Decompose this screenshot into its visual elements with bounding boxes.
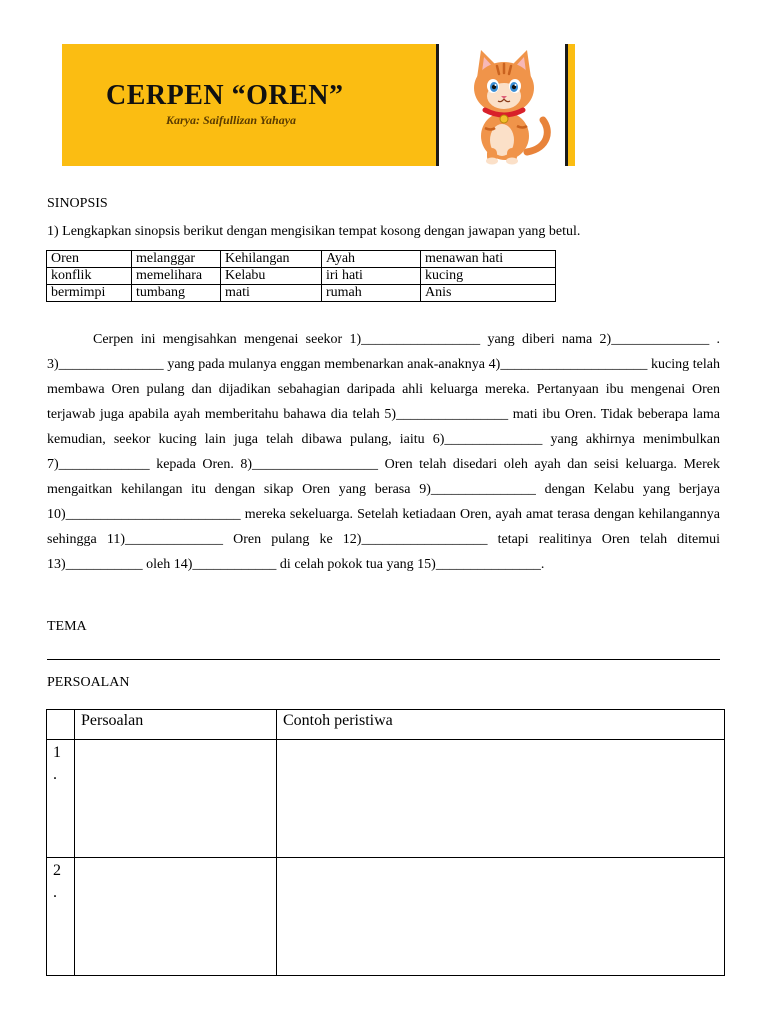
banner-author: Karya: Saifullizan Yahaya (166, 113, 297, 127)
sinopsis-paragraph (47, 327, 720, 577)
word-cell: bermimpi (47, 285, 132, 302)
contoh-answer-cell[interactable] (277, 740, 725, 858)
word-cell: kucing (421, 268, 556, 285)
word-cell: melanggar (132, 251, 221, 268)
table-row (47, 285, 556, 302)
persoalan-table (46, 709, 725, 976)
row-number-dot: . (53, 766, 57, 783)
table-row (47, 858, 725, 976)
table-row (47, 251, 556, 268)
sinopsis-heading: SINOPSIS (47, 196, 108, 211)
row-number (47, 858, 75, 976)
table-row (47, 740, 725, 858)
header-persoalan: Persoalan (75, 710, 277, 740)
word-cell: rumah (322, 285, 421, 302)
word-cell: tumbang (132, 285, 221, 302)
word-cell: konflik (47, 268, 132, 285)
word-cell: Kelabu (221, 268, 322, 285)
row-number (47, 740, 75, 858)
word-cell: Anis (421, 285, 556, 302)
word-cell: Ayah (322, 251, 421, 268)
tema-heading: TEMA (47, 619, 87, 634)
table-row (47, 268, 556, 285)
word-cell: Kehilangan (221, 251, 322, 268)
title-banner (62, 44, 575, 166)
persoalan-heading: PERSOALAN (47, 675, 130, 690)
word-cell: menawan hati (421, 251, 556, 268)
orange-kitten-illustration (439, 44, 565, 166)
word-cell: mati (221, 285, 322, 302)
word-cell: iri hati (322, 268, 421, 285)
persoalan-answer-cell[interactable] (75, 740, 277, 858)
sinopsis-instruction: 1) Lengkapkan sinopsis berikut dengan mengisikan tempat kosong dengan jawapan yang betul. (47, 224, 581, 239)
row-number-digit: 2 (53, 862, 61, 879)
cat-image (436, 44, 568, 166)
sinopsis-text[interactable]: Cerpen ini mengisahkan mengenai seekor 1)_________________ yang diberi nama 2)______________ . 3)_______________ yang pada mulanya enggan membenarkan anak-anaknya 4)_____________________ kucing telah membawa Oren pulang dan dijadikan sebahagian daripada ahli keluarga mereka. Pertanyaan ibu mengenai Oren terjawab juga apabila ayah memberitahu bahawa dia telah 5)________________ mati ibu Oren. Tidak beberapa lama kemudian, seekor kucing lain juga telah dibawa pulang, iaitu 6)______________ yang akhirnya menimbulkan 7)_____________ kepada Oren. 8)__________________ Oren telah disedari oleh ayah dan seisi keluarga. Merek mengaitkan kehilangan itu dengan sikap Oren yang berasa 9)_______________ dengan Kelabu yang berjaya 10)_________________________ mereka sekeluarga. Setelah ketiadaan Oren, ayah amat terasa dengan kehilangannya sehingga 11)______________ Oren pulang ke 12)__________________ tetapi realitinya Oren telah ditemui 13)___________ oleh 14)____________ di celah pokok tua yang 15)_______________. (47, 332, 720, 572)
word-cell: Oren (47, 251, 132, 268)
header-contoh-peristiwa: Contoh peristiwa (277, 710, 725, 740)
contoh-answer-cell[interactable] (277, 858, 725, 976)
banner-title: CERPEN “OREN” (106, 80, 344, 111)
row-number-digit: 1 (53, 744, 61, 761)
word-cell: memelihara (132, 268, 221, 285)
tema-answer-line[interactable] (47, 659, 720, 660)
header-num-cell (47, 710, 75, 740)
word-bank-table (46, 250, 556, 302)
table-header-row (47, 710, 725, 740)
persoalan-answer-cell[interactable] (75, 858, 277, 976)
row-number-dot: . (53, 884, 57, 901)
